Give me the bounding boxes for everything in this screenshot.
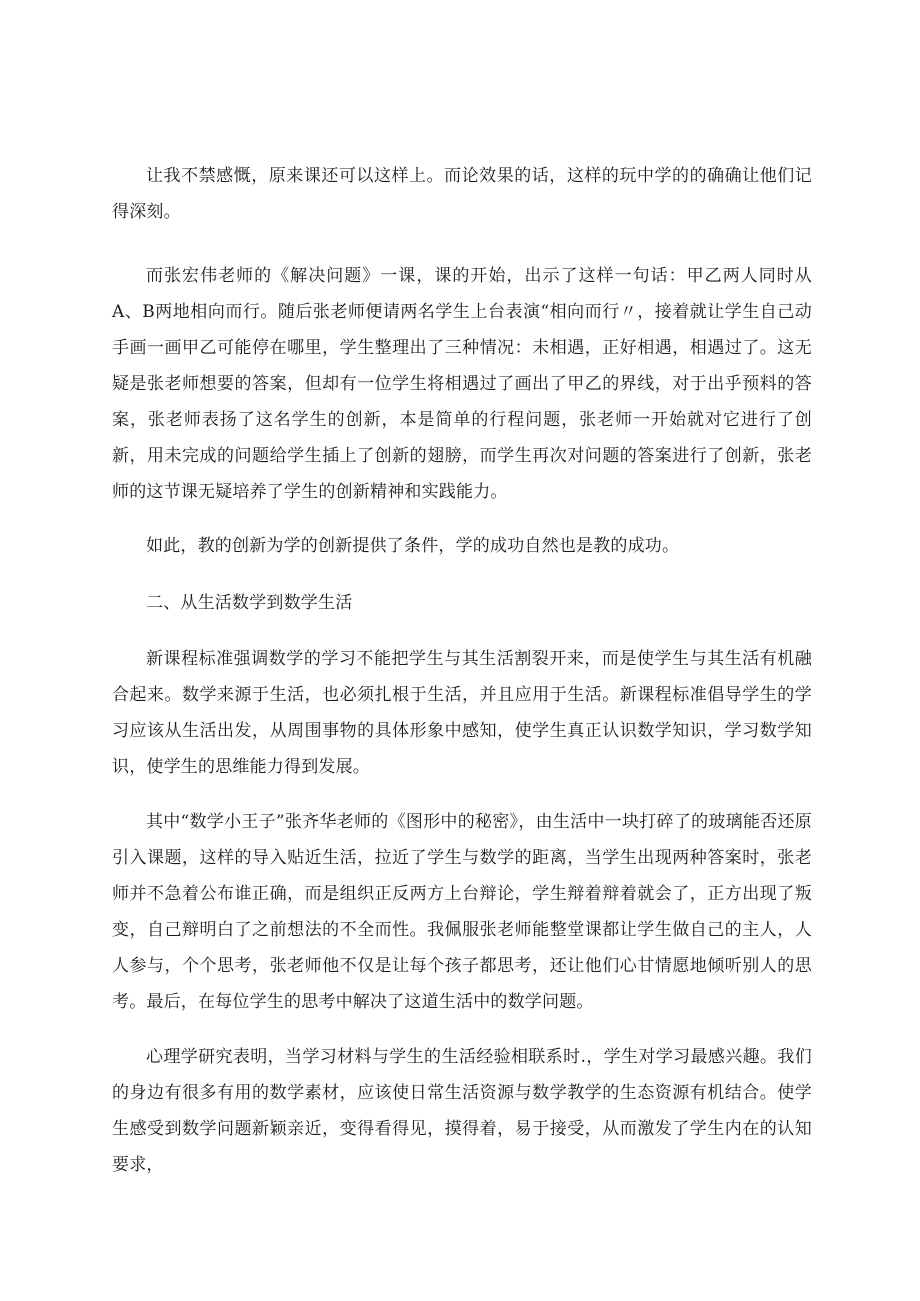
paragraph-teaching-innovation: 如此，教的创新为学的创新提供了条件，学的成功自然也是教的成功。 xyxy=(146,536,680,556)
paragraph-new-curriculum: 新课程标准强调数学的学习不能把学生与其生活割裂开来，而是使学生与其生活有机融合起来。数学来源于生活，也必须扎根于生活，并且应用于生活。新课程标准倡导学生的学习应该从生活出发，从周围事物的具体形象中感知，使学生真正认识数学知识，学习数学知识，使学生的思维能力得到发展。 xyxy=(112,649,812,777)
paragraph-intro-reflection: 让我不禁感慨，原来课还可以这样上。而论效果的话，这样的玩中学的的确确让他们记得深刻。 xyxy=(112,166,812,222)
section-heading-life-math: 二、从生活数学到数学生活 xyxy=(146,593,353,613)
paragraph-zhang-qihua-lesson: 其中“数学小王子”张齐华老师的《图形中的秘密》，由生活中一块打碎了的玻璃能否还原引入课题，这样的导入贴近生活，拉近了学生与数学的距离，当学生出现两种答案时，张老师并不急着公布谁正确，而是组织正反两方上台辩论，学生辩着辩着就会了，正方出现了叛变，自己辩明白了之前想法的不全而性。我佩服张老师能整堂课都让学生做自己的主人，人人参与，个个思考，张老师他不仅是让每个孩子都思考，还让他们心甘情愿地倾听别人的思考。最后，在每位学生的思考中解决了这道生活中的数学问题。 xyxy=(112,812,812,1012)
paragraph-psychology-research: 心理学研究表明，当学习材料与学生的生活经验相联系时.，学生对学习最感兴趣。我们的身边有很多有用的数学素材，应该使日常生活资源与数学教学的生态资源有机结合。使学生感受到数学问题新颖亲近，变得看得见，摸得着，易于接受，从而激发了学生内在的认知要求， xyxy=(112,1047,812,1175)
paragraph-zhang-hongwei-lesson: 而张宏伟老师的《解决问题》一课，课的开始，出示了这样一句话：甲乙两人同时从A、B两地相向而行。随后张老师便请两名学生上台表演“相向而行〃，接着就让学生自己动手画一画甲乙可能停在哪里，学生整理出了三种情况：未相遇，正好相遇，相遇过了。这无疑是张老师想要的答案，但却有一位学生将相遇过了画出了甲乙的界线，对于出乎预料的答案，张老师表扬了这名学生的创新，本是简单的行程问题，张老师一开始就对它进行了创新，用未完成的问题给学生插上了创新的翅膀，而学生再次对问题的答案进行了创新，张老师的这节课无疑培养了学生的创新精神和实践能力。 xyxy=(112,266,812,502)
